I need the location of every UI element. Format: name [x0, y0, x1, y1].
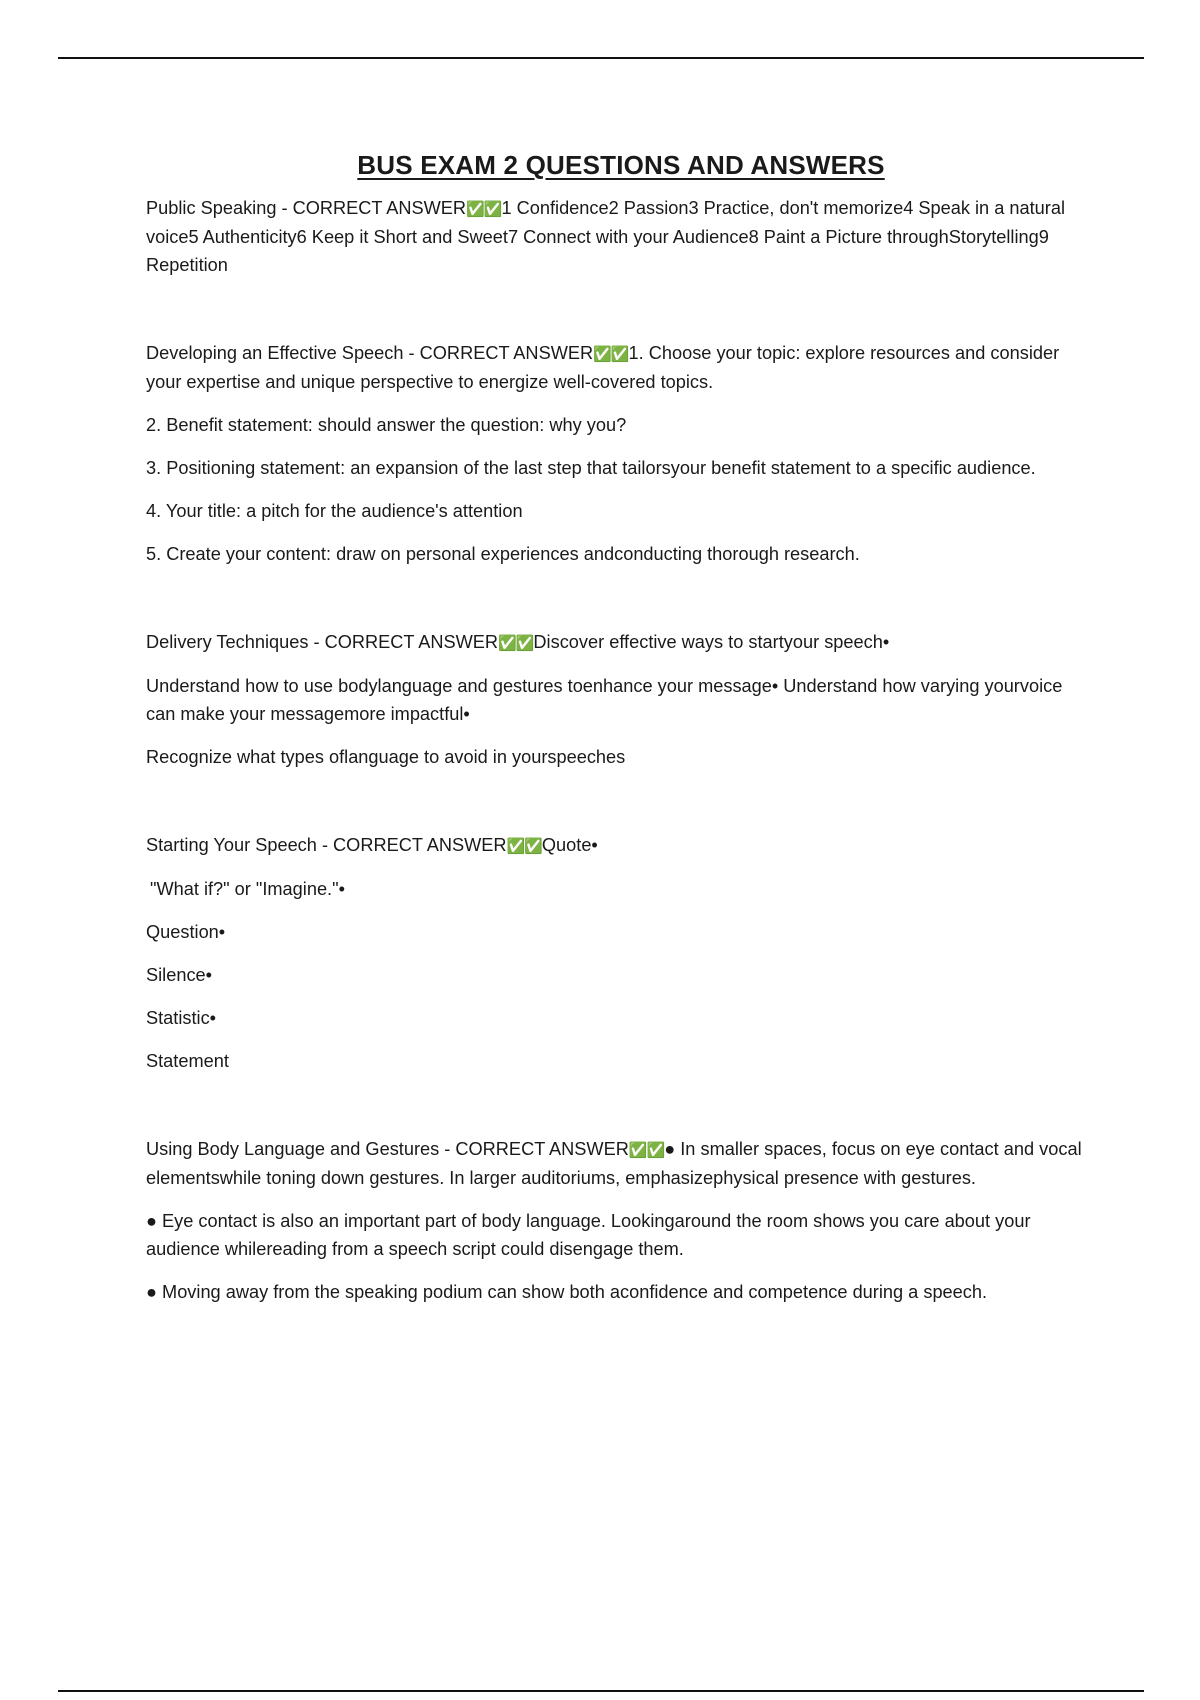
- qa-answer-paragraph: Question•: [146, 922, 226, 942]
- qa-question-line: [146, 194, 1096, 279]
- qa-term: Starting Your Speech - CORRECT ANSWER: [146, 835, 507, 855]
- qa-answer-paragraph: ● Eye contact is also an important part of body language. Lookingaround the room shows you care about your audience whilereading from a speech script could disengage them.: [146, 1211, 1031, 1259]
- qa-question-line: [146, 831, 1096, 860]
- qa-answer-paragraph: ● Moving away from the speaking podium can show both aconfidence and competence during a speech.: [146, 1282, 988, 1302]
- document-title: BUS EXAM 2 QUESTIONS AND ANSWERS: [357, 150, 885, 180]
- qa-answer-paragraph: "What if?" or "Imagine."•: [150, 879, 345, 899]
- check-marks-icon: ✅✅: [506, 837, 542, 855]
- qa-answer: Quote•: [541, 835, 598, 855]
- qa-public-speaking: [146, 194, 1096, 279]
- qa-body-language: [146, 1135, 1096, 1306]
- qa-answer-paragraph: Silence•: [146, 965, 213, 985]
- qa-term: Developing an Effective Speech - CORRECT ANSWER: [146, 343, 594, 363]
- check-marks-icon: ✅✅: [593, 345, 629, 363]
- qa-answer-paragraph: Recognize what types oflanguage to avoid in yourspeeches: [146, 747, 626, 767]
- qa-answer-paragraph: 5. Create your content: draw on personal experiences andconducting thorough research.: [146, 544, 860, 564]
- qa-answer: Discover effective ways to startyour speech•: [533, 632, 890, 652]
- qa-term: Using Body Language and Gestures - CORRECT ANSWER: [146, 1139, 629, 1159]
- footer-rule: [58, 1690, 1144, 1692]
- qa-answer-paragraph: 4. Your title: a pitch for the audience's attention: [146, 501, 523, 521]
- qa-term: Delivery Techniques - CORRECT ANSWER: [146, 632, 499, 652]
- check-marks-icon: ✅✅: [628, 1141, 665, 1159]
- check-marks-icon: ✅✅: [466, 200, 502, 218]
- qa-answer: ● In smaller spaces, focus on eye contact and vocal elementswhile toning down gestures. In larger auditoriums, emphasizephysical presence with gestures.: [146, 1139, 1082, 1188]
- header-rule: [58, 57, 1144, 59]
- qa-answer: 1 Confidence2 Passion3 Practice, don't memorize4 Speak in a natural voice5 Authenticity6 Keep it Short and Sweet7 Connect with your Audience8 Paint a Picture throughStorytelling9 Repetition: [146, 198, 1066, 275]
- qa-question-line: [146, 628, 1096, 657]
- qa-developing-speech: [146, 339, 1096, 568]
- check-marks-icon: ✅✅: [498, 634, 534, 652]
- qa-term: Public Speaking - CORRECT ANSWER: [146, 198, 467, 218]
- qa-question-line: [146, 1135, 1096, 1192]
- qa-delivery-techniques: [146, 628, 1096, 771]
- qa-answer-paragraph: Statement: [146, 1051, 229, 1071]
- qa-answer-paragraph: 3. Positioning statement: an expansion of the last step that tailorsyour benefit statement to a specific audience.: [146, 458, 1036, 478]
- qa-answer: 1. Choose your topic: explore resources and consider your expertise and unique perspective to energize well-covered topics.: [146, 343, 1060, 392]
- qa-answer-paragraph: Statistic•: [146, 1008, 217, 1028]
- qa-answer-paragraph: Understand how to use bodylanguage and gestures toenhance your message• Understand how varying yourvoice can make your messagemore impactful•: [146, 676, 1063, 724]
- qa-answer-paragraph: 2. Benefit statement: should answer the question: why you?: [146, 415, 627, 435]
- qa-question-line: [146, 339, 1096, 396]
- qa-starting-speech: [146, 831, 1096, 1075]
- document-body: [146, 148, 1096, 1321]
